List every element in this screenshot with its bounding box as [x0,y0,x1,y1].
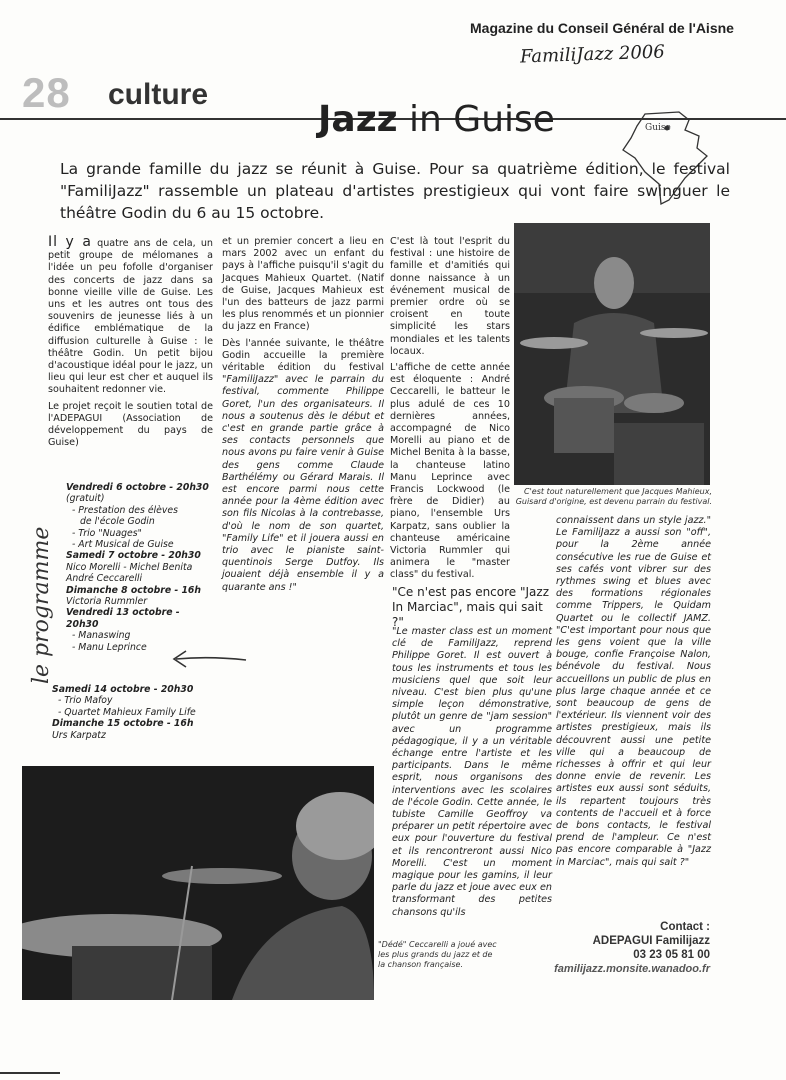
title-bold: Jazz [318,99,398,140]
title-rest: in Guise [397,99,555,140]
programme-date: Samedi 7 octobre - 20h30 [66,550,201,562]
contact-box [540,920,710,976]
article-column-4 [556,515,711,873]
programme-item: - Manu Leprince [72,641,147,653]
col1-paragraph-2: Le projet reçoit le soutien total de l'ADEPAGUI (Association de développement du pays de Guise) [48,400,213,449]
article-title [318,99,555,140]
programme-date: Dimanche 15 octobre - 16h [52,718,194,730]
photo-caption: C'est tout naturellement que Jacques Mahieux, Guisard d'origine, est devenu parrain du festival. [515,487,712,506]
programme-item: - Trio "Nuages" [72,527,142,539]
handwritten-note: FamiliJazz 2006 [519,41,666,68]
programme-item: - Trio Mafoy [58,695,113,707]
article-column-2 [222,236,384,598]
programme-date: 20h30 [66,618,99,630]
programme-item: (gratuit) [66,493,105,505]
col3-paragraph-2: L'affiche de cette année est éloquente : André Ceccarelli, le batteur le plus adulé de ces 10 dernières années, accompagné de Nico Morelli au piano et de Michel Benita à la basse, la chanteuse latino Manu Leprince avec Francis Lockwood (le frère de Didier) au piano, l'ensemble Urs Karpatz, sans oublier la chanteuse américaine Victoria Rummler qui animera le "master class" du festival. [390,362,510,581]
col3-paragraph-1: C'est là tout l'esprit du festival : une histoire de famille et d'amitiés qui donne naissance à un événement musical de premier ordre où se croisent en toute simplicité les stars mondiales et les talents locaux. [390,236,510,357]
contact-label: Contact : [660,921,710,933]
programme-date: Dimanche 8 octobre - 16h [66,584,202,596]
programme-date: Vendredi 13 octobre - [66,607,180,619]
photo-andre-ceccarelli [22,766,374,1000]
section-name: culture [108,78,209,111]
map-label: Guise [645,123,671,133]
drop-cap: Il y a [48,234,92,250]
programme-item: - Quartet Mahieux Family Life [58,706,196,718]
col2-paragraph-1: et un premier concert a lieu en mars 2002 avec un enfant du pays à l'affiche puisqu'il s'agit du Jacques Mahieux Quartet. (Natif de Guise, Jacques Mahieux est l'un des batteurs de jazz parmi les plus renommés et un pionnier du jazz en France) [222,236,384,333]
contact-organisation: ADEPAGUI Familijazz [592,935,710,947]
programme-item: - Manaswing [72,630,131,642]
programme-item: André Ceccarelli [66,573,143,585]
programme-item: Urs Karpatz [52,729,106,741]
page-number: 28 [22,69,71,116]
programme-label [20,488,60,688]
article-column-1 [48,236,213,453]
contact-phone: 03 23 05 81 00 [633,949,710,961]
arrow-icon [170,648,248,674]
programme-item: - Art Musical de Guise [72,539,174,551]
programme-label-text: le programme [29,526,54,684]
programme-date: Samedi 14 octobre - 20h30 [52,684,194,695]
photo-caption: "Dédé" Ceccarelli a joué avec les plus grands du jazz et de la chanson française. [378,940,497,969]
contact-website[interactable]: familijazz.monsite.wanadoo.fr [554,963,710,975]
programme-item: Victoria Rummler [66,596,148,608]
lead-paragraph: La grande famille du jazz se réunit à Guise. Pour sa quatrième édition, le festival "FamiliJazz" rassemble un plateau d'artistes prestigieux qui vont faire swinguer le théâtre Godin du 6 au 15 octobre. [60,160,730,222]
col2-paragraph-2a: Dès l'année suivante, le théâtre Godin accueille la première véritable édition du festival [222,337,384,374]
article-column-3-quote: "Le master class est un moment clé de FamiliJazz, reprend Philippe Goret. Il est ouvert à tous les instruments et tous les musiciens quel que soit leur niveau. C'est bien plus qu'une simple leçon démonstrative, plutôt un genre de "jam session" avec un programme pédagogique, il y a un véritable échange entre l'artiste et les participants. Dans le même esprit, nous organisons des interventions avec les scolaires de l'école Godin. Cette année, le tubiste Camille Geoffroy va préparer un petit répertoire avec eux pour l'ouverture du festival et ils rencontreront aussi Nico Morelli. C'est un moment magique pour les gamins, il leur parle du jazz et joue avec eux en transformant des petites chansons qu'ils [392,626,552,918]
programme-list [66,482,216,653]
col2-paragraph-2b: "FamiliJazz" [222,374,279,386]
programme-item: Nico Morelli - Michel Benita [66,561,193,573]
col4-paragraph-2: "C'est important pour nous que les gens voient que la ville bouge, confie Françoise Nalon, bénévole du festival. Nous accueillons un public de plus en plus large chaque année et ce sont beaucoup de gens de l'extérieur. Ils viennent voir des artistes prestigieux, mais ils découvrent aussi une petite ville qui a beaucoup de richesses à offrir et qui leur donne envie de revenir. Les artistes eux aussi sont séduits, ils repartent toujours très contents de l'accueil et à force de bons contacts, le festival prend de l'ampleur. Ce n'est pas encore comparable à "Jazz in Marciac", mais qui sait ?" [556,624,711,868]
programme-list-2 [52,684,232,741]
quote-heading: "Ce n'est pas encore "Jazz In Marciac", mais qui sait ?" [392,585,549,629]
photo-jacques-mahieux [514,223,710,485]
col2-paragraph-2c: avec le parrain du festival, commente Philippe Goret, l'un des organisateurs. Il nous a soutenus dès le début et c'est en grande partie grâce à ses contacts personnels que nous avons pu faire venir à Guise des gens comme Claude Barthélémy ou Gérard Marais. Il est encore parmi nous cette année pour la 4ème édition avec son fils Nicolas à la contrebasse, d'où le nom de son quartet, "Family Life" et il jouera aussi en trio avec le pianiste saint-quentinois Serge Dutfoy. Ils jouaient déjà ensemble il y a quarante ans !" [222,374,384,593]
col4-paragraph-1: connaissent dans un style jazz." Le FamiliJazz a aussi son "off", pour la 2ème année consécutive les rue de Guise et ses cafés vont vibrer sur des rythmes swing et blues avec des formations régionales comme Trippers, le Quidam Quartet ou le collectif JAMZ. [556,515,711,624]
bottom-rule [0,1072,60,1074]
article-column-3 [390,236,510,586]
col1-paragraph-1: quatre ans de cela, un petit groupe de mélomanes a l'idée un peu fofolle d'organiser des concerts de jazz dans sa bonne vieille ville de Guise. Les uns et les autres ont tous des souvenirs de jeunesse liés à un édifice emblématique de la diffusion culturelle à Guise : le théâtre Godin. Un petit bijou d'acoustique idéal pour le jazz, un lieu qui leur est cher et auquel ils souhaitent redonner vie. [48,238,213,396]
programme-item: de l'école Godin [80,516,155,528]
magazine-header: Magazine du Conseil Général de l'Aisne [470,20,734,36]
programme-item: - Prestation des élèves [72,504,178,516]
programme-date: Vendredi 6 octobre - 20h30 [66,482,209,493]
